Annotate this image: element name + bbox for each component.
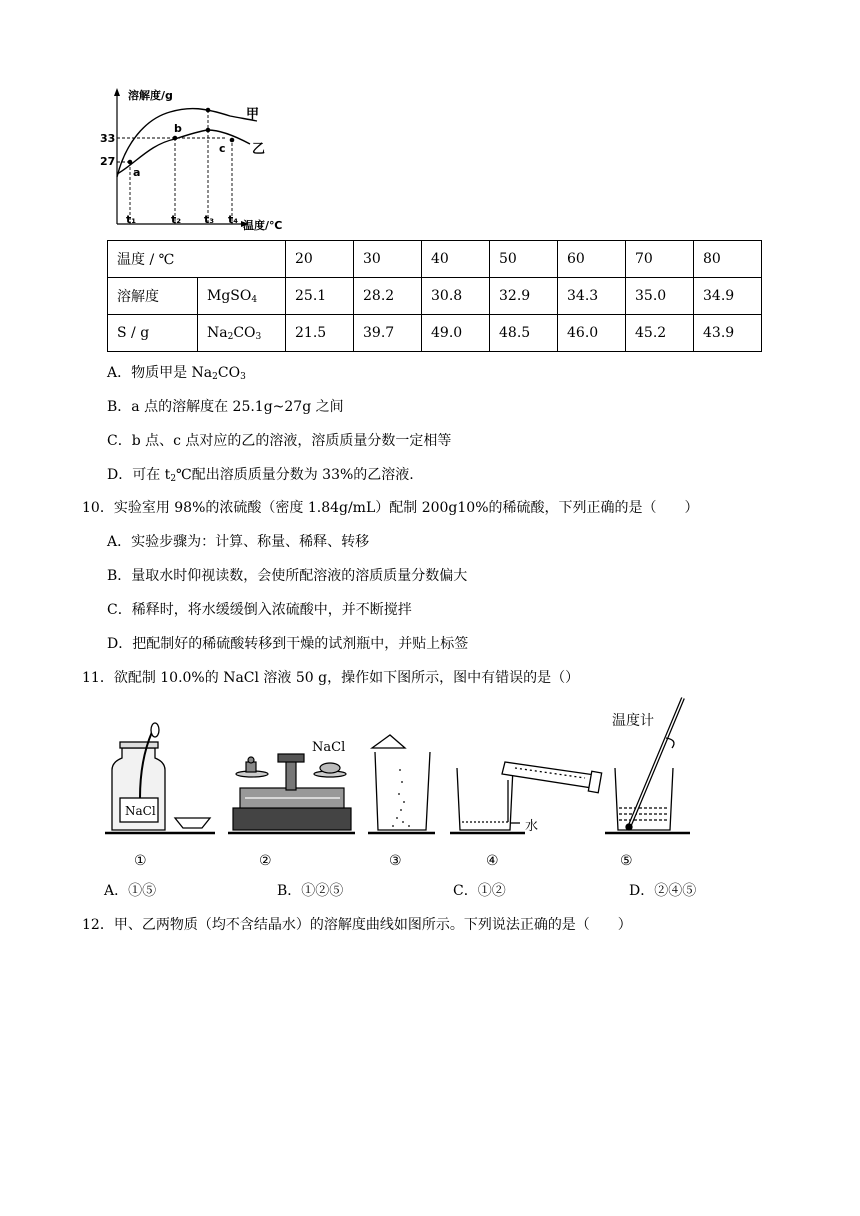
table-cell: 48.5 bbox=[490, 315, 558, 352]
q11-option-a: A．①⑤ bbox=[104, 883, 157, 899]
q9-option-d: D．可在 $t_2℃$配出溶质质量分数为 33%的乙溶液. bbox=[107, 467, 414, 484]
table-cell: 34.9 bbox=[694, 278, 762, 315]
chart-xlabel: 温度/℃ bbox=[243, 219, 283, 232]
reagent-jar-illustration bbox=[105, 723, 215, 833]
table-cell: 30.8 bbox=[422, 278, 490, 315]
label-thermometer: 温度计 bbox=[612, 713, 654, 729]
table-cell: 70 bbox=[626, 241, 694, 278]
table-cell: 80 bbox=[694, 241, 762, 278]
table-substance-mgso4: MgSO$_4$ bbox=[198, 278, 286, 315]
table-row bbox=[108, 278, 762, 315]
table-cell: 32.9 bbox=[490, 278, 558, 315]
xtick-t2: t₂ bbox=[171, 213, 182, 226]
q9-option-a: A．物质甲是 $Na_2CO_3$ bbox=[107, 365, 246, 382]
table-cell: 43.9 bbox=[694, 315, 762, 352]
point-label-a: a bbox=[133, 166, 141, 179]
point-c bbox=[230, 138, 235, 143]
table-row bbox=[108, 241, 762, 278]
ytick-27: 27 bbox=[100, 155, 116, 168]
ytick-33: 33 bbox=[100, 132, 116, 145]
table-cell: 28.2 bbox=[354, 278, 422, 315]
q11-option-c: C．①② bbox=[453, 883, 506, 899]
xtick-t4: t₄ bbox=[228, 213, 239, 226]
xtick-t3: t₃ bbox=[204, 213, 215, 226]
table-cell: 20 bbox=[286, 241, 354, 278]
figure-number-2: ② bbox=[259, 853, 272, 869]
q10-option-c: C．稀释时，将水缓缓倒入浓硫酸中，并不断搅拌 bbox=[107, 602, 412, 618]
table-cell: 30 bbox=[354, 241, 422, 278]
q11-option-d: D．②④⑤ bbox=[629, 883, 697, 899]
curve-label-yi: 乙 bbox=[252, 142, 266, 157]
table-row-label: S / g bbox=[108, 315, 198, 352]
table-cell: 50 bbox=[490, 241, 558, 278]
figure-number-1: ① bbox=[134, 853, 147, 869]
table-row bbox=[108, 315, 762, 352]
table-cell: 40 bbox=[422, 241, 490, 278]
q10-option-b: B．量取水时仰视读数，会使所配溶液的溶质质量分数偏大 bbox=[107, 568, 468, 584]
figure-number-5: ⑤ bbox=[620, 853, 633, 869]
solubility-table bbox=[107, 240, 762, 352]
table-cell: 25.1 bbox=[286, 278, 354, 315]
q9-option-c: C．b 点、c 点对应的乙的溶液，溶质质量分数一定相等 bbox=[107, 433, 452, 449]
q10-option-d: D．把配制好的稀硫酸转移到干燥的试剂瓶中，并贴上标签 bbox=[107, 636, 469, 652]
xtick-t1: t₁ bbox=[126, 213, 137, 226]
chart-ylabel: 溶解度/g bbox=[128, 89, 173, 102]
q11-option-b: B．①②⑤ bbox=[277, 883, 344, 899]
q10-option-a: A．实验步骤为：计算、称量、稀释、转移 bbox=[107, 534, 370, 550]
label-nacl-jar: NaCl bbox=[125, 804, 156, 818]
q10-stem: 10．实验室用 98%的浓硫酸（密度 1.84g/mL）配制 200g10%的稀硫酸，下列正确的是（ ） bbox=[82, 500, 699, 516]
solubility-curve-figure bbox=[95, 84, 295, 234]
table-cell: 49.0 bbox=[422, 315, 490, 352]
balance-illustration bbox=[228, 754, 355, 833]
y-axis-arrow bbox=[114, 88, 120, 96]
table-cell: 45.2 bbox=[626, 315, 694, 352]
table-row-label: 溶解度 bbox=[108, 278, 198, 315]
table-cell: 39.7 bbox=[354, 315, 422, 352]
curve-label-jia: 甲 bbox=[246, 107, 260, 122]
point-peak-jia bbox=[206, 108, 211, 113]
point-b bbox=[173, 136, 178, 141]
table-cell: 46.0 bbox=[558, 315, 626, 352]
q11-stem: 11．欲配制 10.0%的 NaCl 溶液 50 g，操作如下图所示，图中有错误的是（） bbox=[82, 670, 580, 686]
point-peak-yi bbox=[206, 128, 211, 133]
table-cell: 21.5 bbox=[286, 315, 354, 352]
q9-option-b: B．a 点的溶解度在 25.1g~27g 之间 bbox=[107, 399, 344, 415]
table-cell: 34.3 bbox=[558, 278, 626, 315]
label-nacl-balance: NaCl bbox=[312, 740, 346, 755]
beaker-pouring-illustration bbox=[368, 735, 435, 833]
point-label-b: b bbox=[174, 122, 182, 135]
point-label-c: c bbox=[219, 142, 226, 155]
table-cell: 60 bbox=[558, 241, 626, 278]
table-cell: 35.0 bbox=[626, 278, 694, 315]
table-header-label: 温度 / ℃ bbox=[108, 241, 286, 278]
table-substance-na2co3: $Na_2CO_3$ bbox=[198, 315, 286, 352]
label-water: 水 bbox=[525, 819, 539, 834]
figure-number-3: ③ bbox=[389, 853, 402, 869]
figure-number-4: ④ bbox=[486, 853, 499, 869]
point-a bbox=[128, 160, 133, 165]
q12-stem: 12．甲、乙两物质（均不含结晶水）的溶解度曲线如图所示。下列说法正确的是（ ） bbox=[82, 917, 632, 933]
